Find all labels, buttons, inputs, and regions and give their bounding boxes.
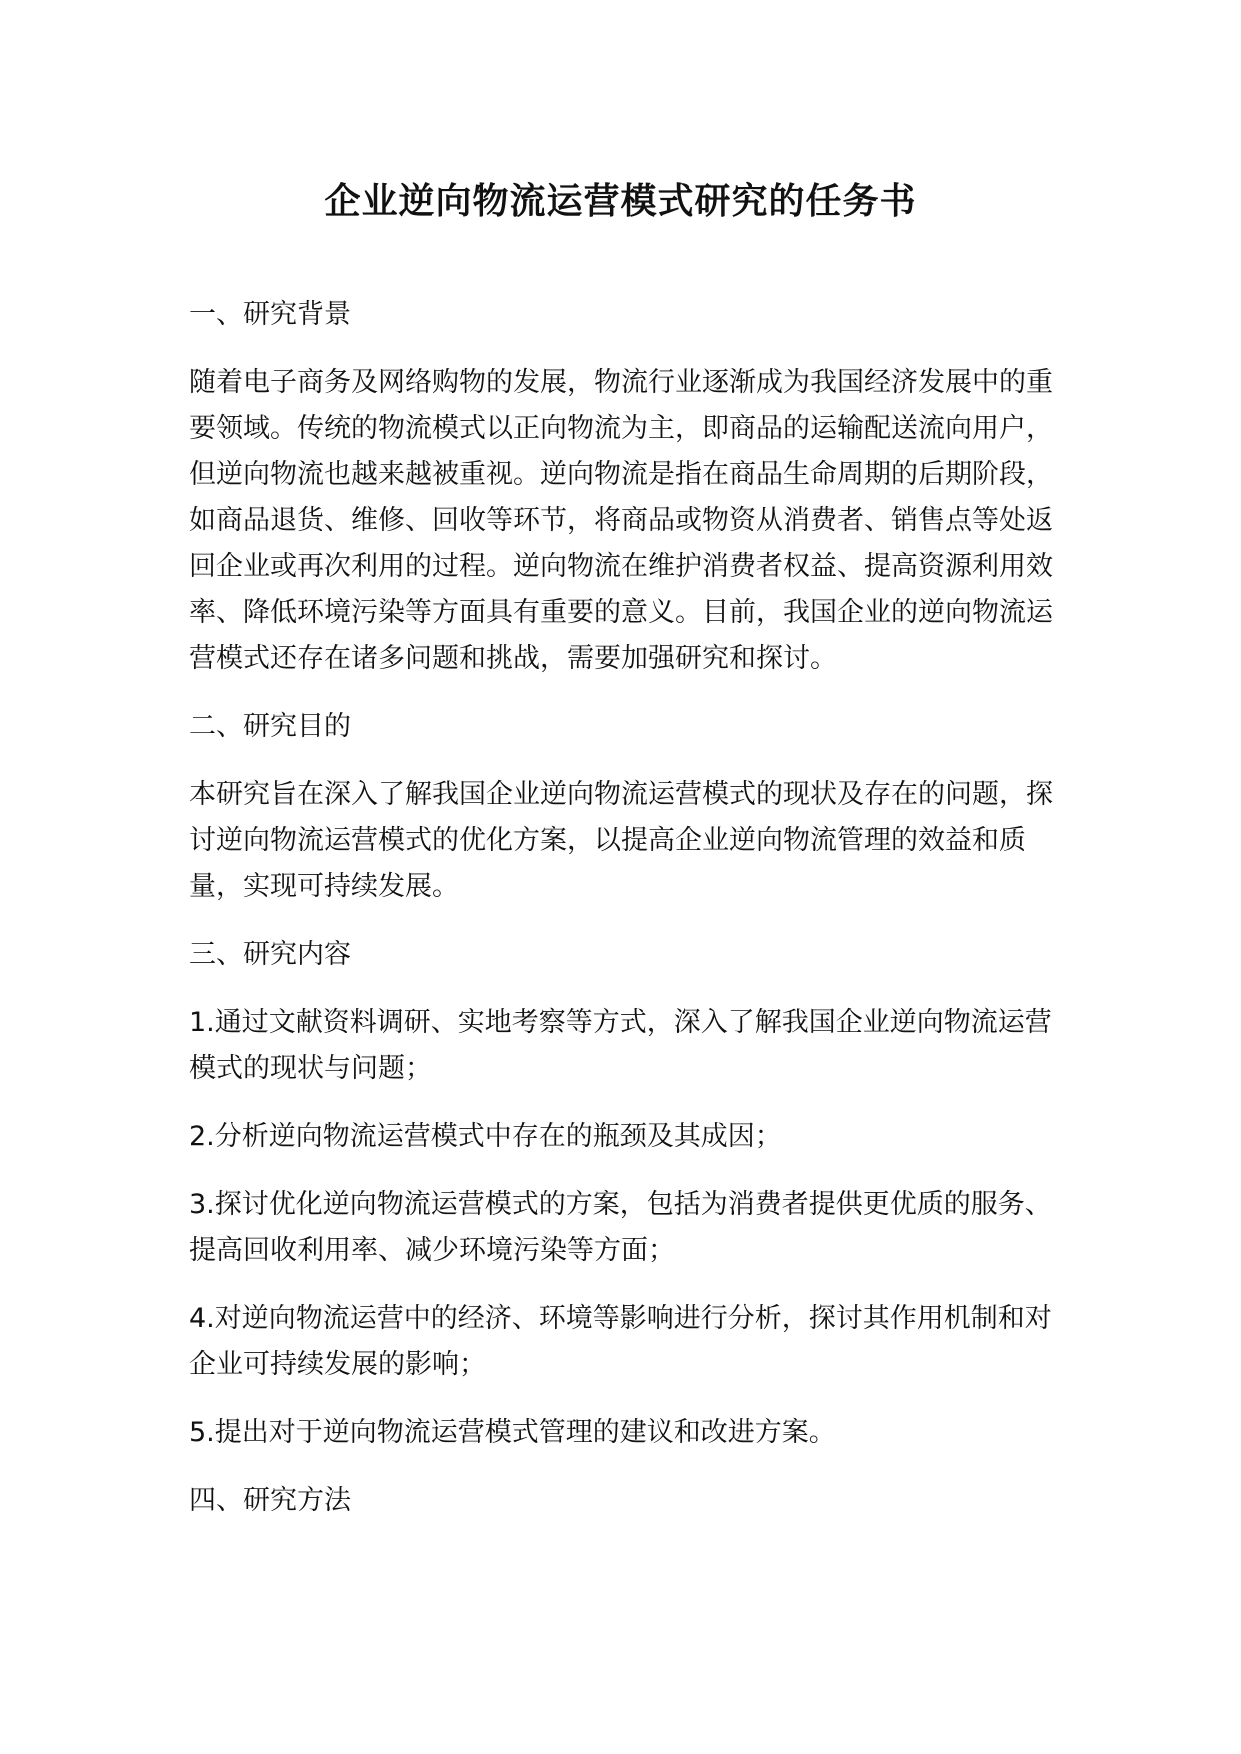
section-heading-background: 一、研究背景 (189, 299, 351, 330)
section-heading-method: 四、研究方法 (189, 1485, 351, 1516)
section-heading-content: 三、研究内容 (189, 939, 351, 970)
content-item-3: 3.探讨优化逆向物流运营模式的方案，包括为消费者提供更优质的服务、提高回收利用率、减少环境污染等方面； (189, 1189, 1052, 1266)
paragraph-background: 随着电子商务及网络购物的发展，物流行业逐渐成为我国经济发展中的重要领域。传统的物流模式以正向物流为主，即商品的运输配送流向用户，但逆向物流也越来越被重视。逆向物流是指在商品生命周期的后期阶段，如商品退货、维修、回收等环节，将商品或物资从消费者、销售点等处返回企业或再次利用的过程。逆向物流在维护消费者权益、提高资源利用效率、降低环境污染等方面具有重要的意义。目前，我国企业的逆向物流运营模式还存在诸多问题和挑战，需要加强研究和探讨。 (189, 367, 1053, 674)
content-item-4: 4.对逆向物流运营中的经济、环境等影响进行分析，探讨其作用机制和对企业可持续发展的影响； (189, 1303, 1052, 1380)
document-title: 企业逆向物流运营模式研究的任务书 (324, 181, 917, 222)
section-heading-purpose: 二、研究目的 (189, 711, 351, 742)
content-item-5: 5.提出对于逆向物流运营模式管理的建议和改进方案。 (189, 1417, 836, 1448)
paragraph-purpose: 本研究旨在深入了解我国企业逆向物流运营模式的现状及存在的问题，探讨逆向物流运营模式的优化方案，以提高企业逆向物流管理的效益和质量，实现可持续发展。 (189, 779, 1053, 902)
content-item-2: 2.分析逆向物流运营模式中存在的瓶颈及其成因； (189, 1121, 782, 1152)
content-item-1: 1.通过文献资料调研、实地考察等方式，深入了解我国企业逆向物流运营模式的现状与问题； (189, 1007, 1052, 1084)
document-body (189, 292, 1057, 1524)
